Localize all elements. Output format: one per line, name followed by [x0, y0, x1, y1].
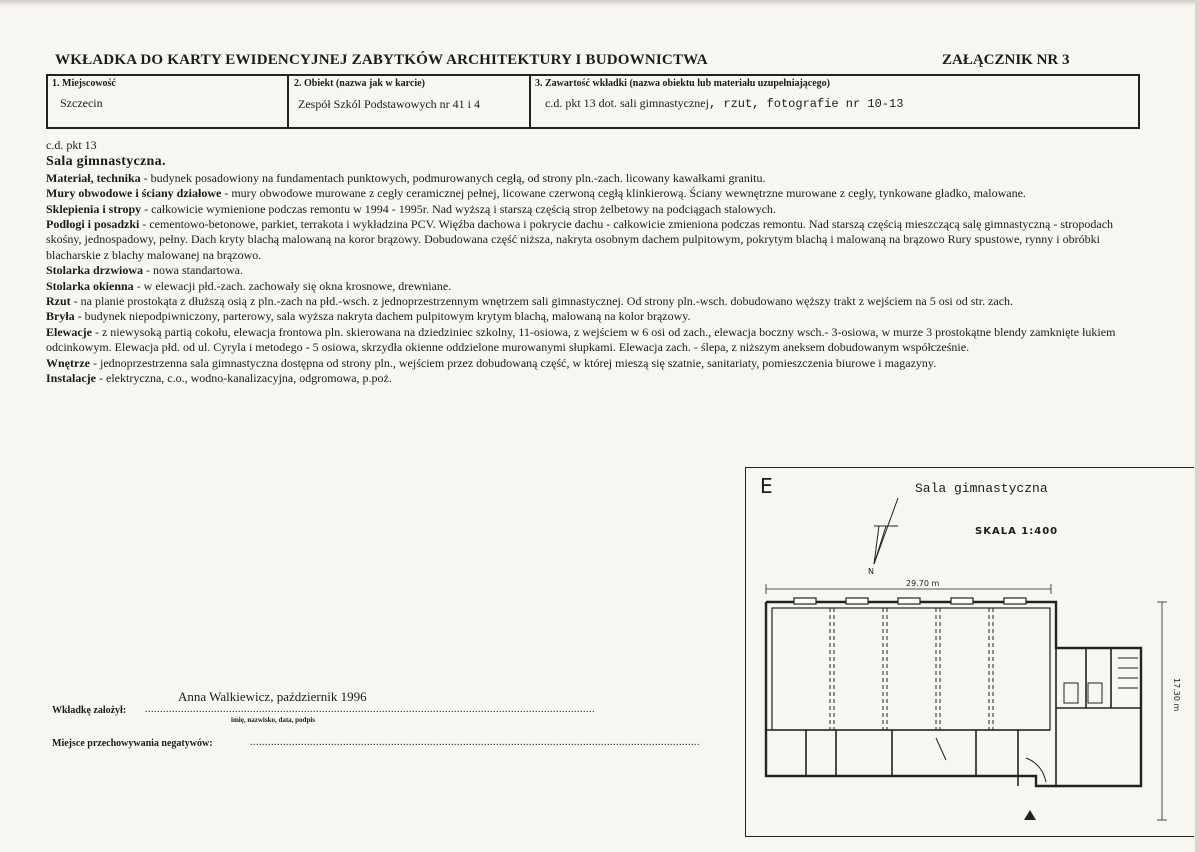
header-left-rule	[46, 74, 48, 128]
width-label: 29.70 m	[906, 579, 940, 588]
item-label: Instalacje	[46, 371, 96, 386]
storage-dots: ......................................................................................................................................................	[250, 737, 700, 748]
item-text: - na planie prostokąta z dłuższą osią z pln.-zach na płd.-wsch. z jednoprzestrzennym wnętrzem sali gimnastycznej. Od strony pln.-wsch. dobudowano węższy trakt z wejściem na 5 osi od str. zach.	[70, 294, 1014, 309]
annex-number: ZAŁĄCZNIK NR 3	[942, 52, 1070, 68]
description-item	[46, 371, 1142, 386]
plan-title: Sala gimnastyczna	[915, 481, 1048, 496]
plan-letter: E	[760, 474, 773, 498]
contents-value	[545, 96, 903, 111]
north-arrow-icon	[874, 498, 898, 564]
description-item	[46, 202, 1142, 217]
plan-structure-lines	[830, 608, 993, 730]
plan-scale: SKALA 1:400	[975, 526, 1059, 537]
signature-author: Anna Walkiewicz, październik 1996	[178, 689, 367, 704]
item-label: Sklepienia i stropy	[46, 201, 142, 216]
item-label: Rzut	[46, 294, 71, 309]
locality-value: Szczecin	[60, 96, 103, 110]
description-item	[46, 263, 1142, 278]
section-title: Sala gimnastyczna.	[46, 154, 166, 170]
founder-hint: imię, nazwisko, data, podpis	[231, 716, 316, 724]
description-item	[46, 186, 1142, 201]
item-label: Bryła	[46, 309, 75, 324]
item-text: - z niewysoką partią cokołu, elewacja frontowa pln. skierowana na dziedziniec szkolny, 11-osiowa, z wejściem w 6 osi od zach., elewacja boczny wsch.- 3-osiowa, w murze 3 prostokątne blendy zamknięte łukiem odcinkowym. Elewacja płd. od ul. Cyryla i metodego - 5 osiowa, skrzydła okienne oddzielone murowanymi słupkami. Elewacja zach. - ślepa, z niższym aneksem dobudowanym współcześnie.	[46, 324, 1116, 355]
header-divider-1	[287, 74, 289, 128]
description-item	[46, 309, 1142, 324]
plan-annex-rooms	[766, 648, 1141, 786]
item-text: - budynek niepodpiwniczony, parterowy, sala wyższa nakryta dachem pulpitowym krytym blachą, malowaną na kolor brązowy.	[74, 309, 691, 324]
item-label: Wnętrze	[46, 355, 90, 370]
item-text: - nowa standartowa.	[143, 263, 243, 278]
item-text: - cementowo-betonowe, parkiet, terrakota i wykładzina PCV. Więźba dachowa i pokrycie dachu - całkowicie zmieniona podczas remontu. Nad starszą częścią mieszczącą salę gimnastyczną - stropodach skośny, jednospadowy, pełny. Dach kryty blachą malowaną na koror brązowy. Dobudowana część niższa, nakryta osobnym dachem pulpitowym, pokrytym blachą i malowaną na brązowo Rury spustowe, rynny i obróbki blacharskie z blachy malowanej na brązowo.	[46, 217, 1114, 262]
item-label: Stolarka okienna	[46, 278, 134, 293]
north-label: N	[868, 567, 874, 576]
height-label: 17.30 m	[1172, 678, 1181, 712]
entrance-arrow-icon	[1024, 810, 1036, 820]
item-label: Stolarka drzwiowa	[46, 263, 143, 278]
item-label: Podłogi i posadzki	[46, 217, 140, 232]
contents-label: 3. Zawartość wkładki (nazwa obiektu lub materiału uzupełniającego)	[535, 78, 831, 89]
contents-value-typed: , rzut, fotografie nr 10-13	[708, 97, 904, 111]
object-value: Zespół Szkól Podstawowych nr 41 i 4	[298, 97, 480, 111]
header-top-rule	[46, 74, 1140, 76]
header-right-rule	[1138, 74, 1140, 128]
item-label: Materiał, technika	[46, 170, 141, 185]
header-divider-2	[529, 74, 531, 128]
item-text: - elektryczna, c.o., wodno-kanalizacyjna, odgromowa, p.poż.	[96, 371, 392, 386]
plan-walls	[766, 602, 1141, 786]
plan-drawing	[746, 468, 1195, 838]
form-title: WKŁADKA DO KARTY EWIDENCYJNEJ ZABYTKÓW ARCHITEKTURY I BUDOWNICTWA	[55, 52, 708, 68]
description-body	[46, 138, 1142, 387]
item-text: - w elewacji płd.-zach. zachowały się okna krosnowe, drewniane.	[133, 278, 452, 293]
founder-label: Wkładkę założył:	[52, 705, 127, 716]
item-label: Mury obwodowe i ściany działowe	[46, 186, 222, 201]
contents-value-text: c.d. pkt 13 dot. sali gimnastycznej	[545, 96, 709, 110]
locality-label: 1. Miejscowość	[52, 78, 116, 89]
storage-label: Miejsce przechowywania negatywów:	[52, 738, 213, 749]
header-bottom-rule	[46, 127, 1140, 129]
continuation-note: c.d. pkt 13	[46, 138, 97, 152]
floor-plan	[745, 467, 1194, 837]
founder-dots: ......................................................................................................................................................	[145, 704, 595, 715]
description-item	[46, 325, 1142, 356]
description-item	[46, 294, 1142, 309]
page-edge-right	[1195, 0, 1199, 852]
height-dimension	[1157, 602, 1167, 820]
description-item	[46, 356, 1142, 371]
page-edge	[0, 0, 1199, 6]
item-text: - jednoprzestrzenna sala gimnastyczna dostępna od strony pln., wejściem przez dobudowaną część, w której mieszą się szatnie, sanitariaty, pomieszczenia biurowe i magazyny.	[89, 355, 937, 370]
description-item	[46, 171, 1142, 186]
description-item	[46, 279, 1142, 294]
item-text: - całkowicie wymienione podczas remontu w 1994 - 1995r. Nad wyższą i starszą częścią strop żelbetowy na podciągach stalowych.	[141, 201, 776, 216]
item-label: Elewacje	[46, 324, 92, 339]
object-label: 2. Obiekt (nazwa jak w karcie)	[294, 78, 425, 89]
item-text: - budynek posadowiony na fundamentach punktowych, podmurowanych cegłą, od strony pln.-zach. licowany kawałkami granitu.	[140, 170, 766, 185]
description-item	[46, 217, 1142, 263]
item-text: - mury obwodowe murowane z cegły ceramicznej pełnej, licowane czerwoną cegłą klinkierową. Ściany wewnętrzne murowane z cegły, tynkowane gładko, malowane.	[221, 186, 1026, 201]
